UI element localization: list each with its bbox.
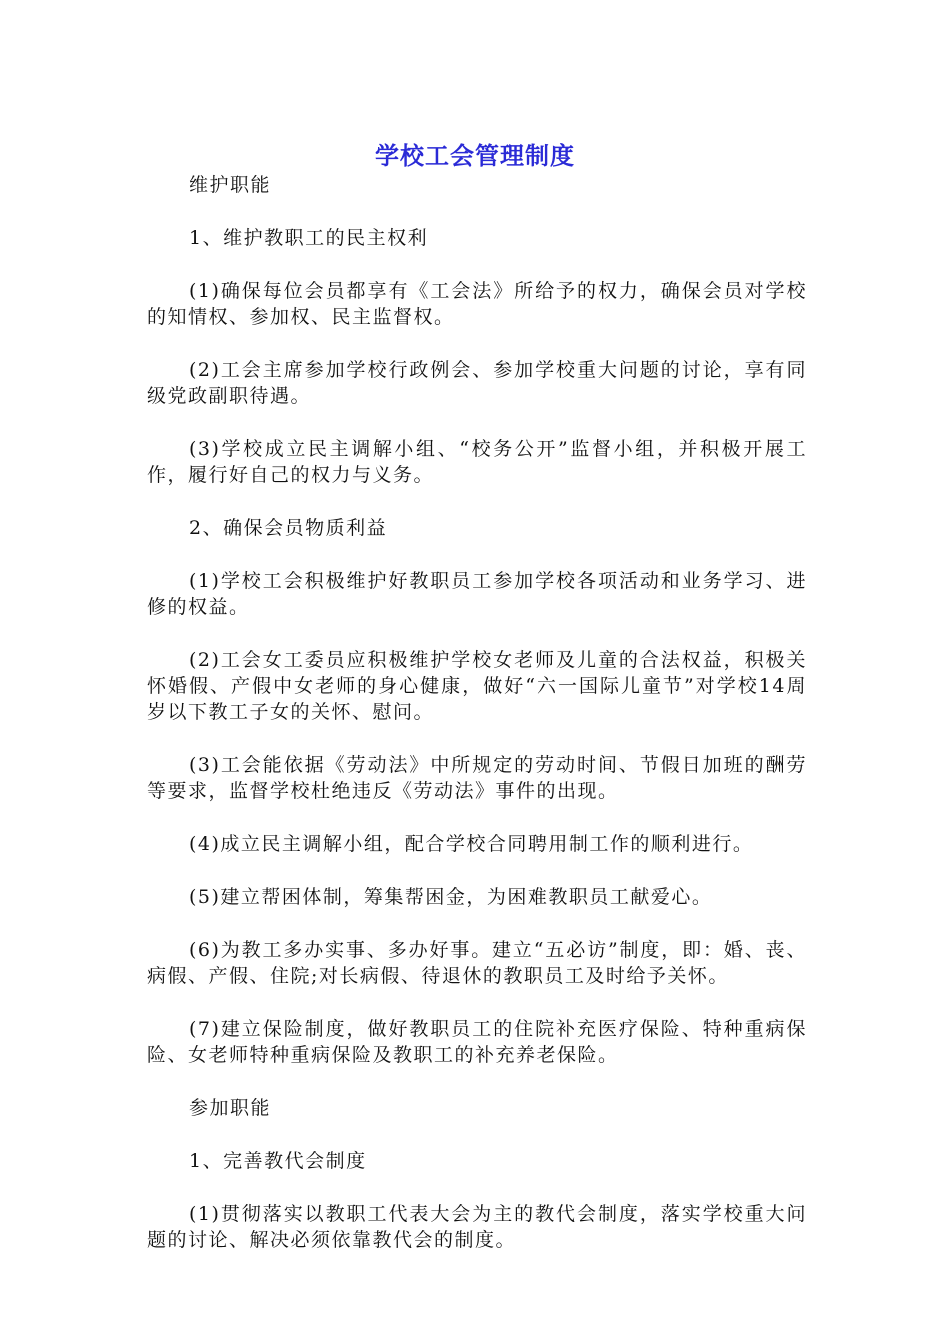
paragraph: (4)成立民主调解小组，配合学校合同聘用制工作的顺利进行。 [189, 833, 754, 855]
subsection-heading: 1、完善教代会制度 [189, 1150, 367, 1172]
paragraph: (5)建立帮困体制，筹集帮困金，为困难教职员工献爱心。 [189, 886, 713, 908]
paragraph: (2)工会主席参加学校行政例会、参加学校重大问题的讨论，享有同级党政副职待遇。 [147, 359, 807, 407]
paragraph: (3)工会能依据《劳动法》中所规定的劳动时间、节假日加班的酬劳等要求，监督学校杜绝违反《劳动法》事件的出现。 [147, 754, 807, 802]
subsection-heading: 1、维护教职工的民主权利 [189, 227, 429, 249]
document-title: 学校工会管理制度 [375, 142, 575, 170]
paragraph: (7)建立保险制度，做好教职员工的住院补充医疗保险、特种重病保险、女老师特种重病保险及教职工的补充养老保险。 [147, 1018, 807, 1066]
subsection-heading: 2、确保会员物质利益 [189, 517, 388, 539]
paragraph: (1)学校工会积极维护好教职员工参加学校各项活动和业务学习、进修的权益。 [147, 570, 807, 618]
paragraph: (1)贯彻落实以教职工代表大会为主的教代会制度，落实学校重大问题的讨论、解决必须依靠教代会的制度。 [147, 1203, 807, 1251]
paragraph: (6)为教工多办实事、多办好事。建立“五必访”制度，即：婚、丧、病假、产假、住院;对长病假、待退休的教职员工及时给予关怀。 [147, 939, 807, 987]
document-body [147, 172, 807, 1253]
section-heading: 维护职能 [189, 174, 272, 196]
paragraph: (1)确保每位会员都享有《工会法》所给予的权力，确保会员对学校的知情权、参加权、民主监督权。 [147, 280, 807, 328]
section-heading: 参加职能 [189, 1097, 272, 1119]
paragraph: (3)学校成立民主调解小组、“校务公开”监督小组，并积极开展工作，履行好自己的权力与义务。 [147, 438, 807, 486]
paragraph: (2)工会女工委员应积极维护学校女老师及儿童的合法权益，积极关怀婚假、产假中女老师的身心健康，做好“六一国际儿童节”对学校14周岁以下教工子女的关怀、慰问。 [147, 649, 807, 723]
